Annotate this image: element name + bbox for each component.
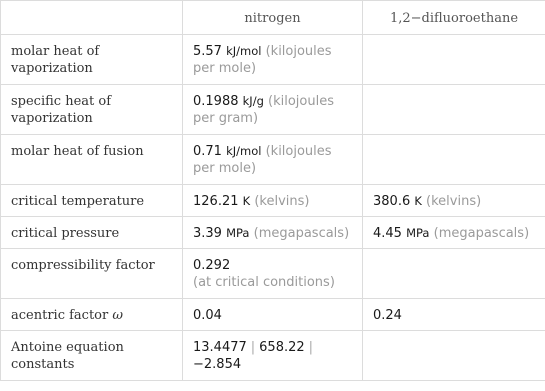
value-unit: K (242, 194, 251, 208)
value-cell (183, 217, 363, 249)
value-unit: K (414, 194, 422, 208)
table-row (1, 217, 545, 249)
table-row (1, 331, 545, 381)
value-cell (183, 85, 363, 135)
value-unit: kJ/mol (226, 44, 262, 58)
value-unit-description: (kelvins) (426, 194, 482, 209)
value-unit-description: (kilojoules per mole) (193, 44, 332, 76)
value-number: 0.292 (193, 258, 231, 273)
value-cell (183, 249, 363, 299)
value-cell (183, 185, 363, 217)
value-condition: (at critical conditions) (193, 275, 335, 290)
value-cell (363, 217, 545, 249)
value-unit-description: (megapascals) (433, 226, 530, 241)
antoine-c: −2.854 (193, 357, 242, 372)
value-cell (183, 35, 363, 85)
row-label (1, 299, 183, 331)
value-number: 5.57 (193, 44, 222, 59)
table-row (1, 85, 545, 135)
header-row (1, 1, 545, 35)
header-nitrogen: nitrogen (183, 1, 363, 35)
row-label: specific heat of vaporization (1, 85, 183, 135)
value-number: 380.6 (373, 194, 411, 209)
value-cell (363, 299, 545, 331)
row-label: molar heat of vaporization (1, 35, 183, 85)
omega-symbol: ω (112, 308, 123, 323)
value-cell (183, 299, 363, 331)
row-label: compressibility factor (1, 249, 183, 299)
empty-cell (363, 249, 545, 299)
value-cell (183, 331, 363, 381)
table-row (1, 185, 545, 217)
value-number: 126.21 (193, 194, 239, 209)
value-number: 0.04 (193, 308, 222, 323)
row-label: molar heat of fusion (1, 135, 183, 185)
empty-cell (363, 135, 545, 185)
row-label: critical pressure (1, 217, 183, 249)
value-number: 0.1988 (193, 94, 239, 109)
value-unit: kJ/g (242, 94, 264, 108)
value-unit: MPa (406, 226, 430, 240)
value-number: 3.39 (193, 226, 222, 241)
value-unit-description: (kelvins) (254, 194, 310, 209)
value-unit: MPa (226, 226, 250, 240)
value-unit-description: (kilojoules per gram) (193, 94, 334, 126)
empty-cell (363, 35, 545, 85)
table-row (1, 35, 545, 85)
row-label: Antoine equation constants (1, 331, 183, 381)
value-number: 4.45 (373, 226, 402, 241)
separator: | (250, 340, 256, 355)
header-empty (1, 1, 183, 35)
table-row (1, 249, 545, 299)
value-unit-description: (megapascals) (253, 226, 350, 241)
value-number: 0.71 (193, 144, 222, 159)
value-unit: kJ/mol (226, 144, 262, 158)
table-row (1, 135, 545, 185)
value-unit-description: (kilojoules per mole) (193, 144, 332, 176)
header-difluoroethane: 1,2−difluoroethane (363, 1, 545, 35)
row-label-text: acentric factor (11, 308, 109, 323)
separator: | (308, 340, 314, 355)
value-cell (183, 135, 363, 185)
antoine-b: 658.22 (259, 340, 305, 355)
value-number: 0.24 (373, 308, 402, 323)
row-label: critical temperature (1, 185, 183, 217)
empty-cell (363, 331, 545, 381)
empty-cell (363, 85, 545, 135)
table-row (1, 299, 545, 331)
antoine-a: 13.4477 (193, 340, 247, 355)
value-cell (363, 185, 545, 217)
